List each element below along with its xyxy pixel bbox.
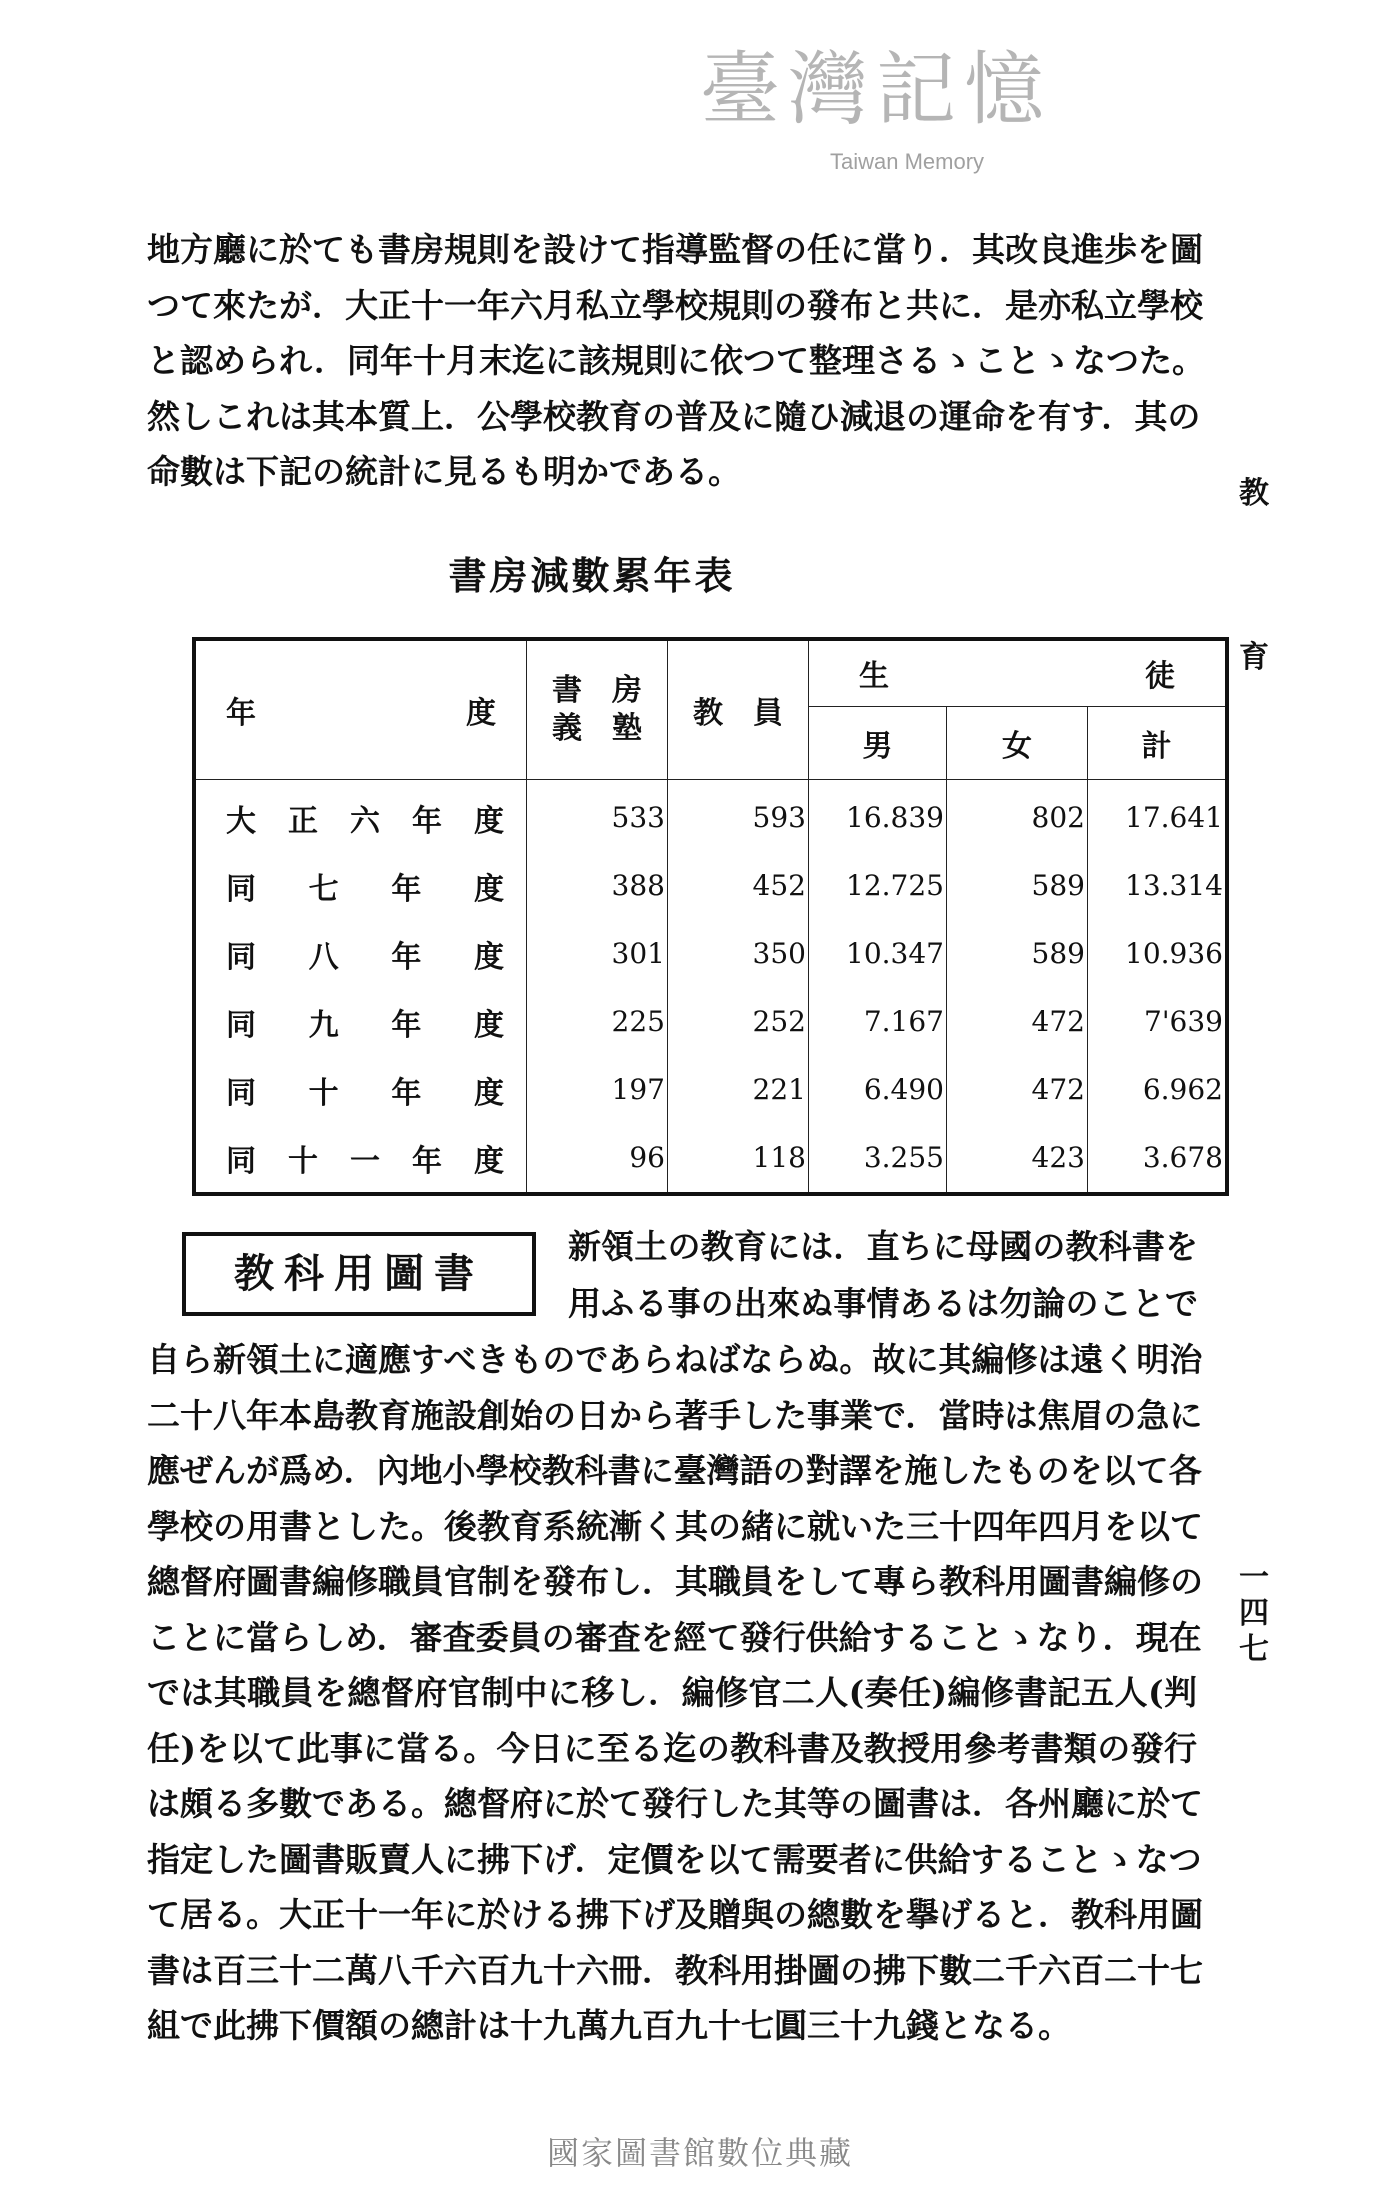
section-side-text: [568, 1218, 1198, 1332]
table-header-row: [194, 639, 1227, 706]
text-line: は頗る多數である。總督府に於て發行した其等の圖書は．各州廳に於て: [147, 1784, 1203, 1823]
cell-female: 589: [947, 920, 1088, 988]
cell-male: 3.255: [809, 1124, 947, 1194]
cell-male: 12.725: [809, 852, 947, 920]
cell-teachers: 350: [668, 920, 809, 988]
cell-total: 7'639: [1088, 988, 1228, 1056]
cell-female: 802: [947, 779, 1088, 852]
cell-teachers: 452: [668, 852, 809, 920]
table-row: [194, 779, 1227, 852]
cell-male: 16.839: [809, 779, 947, 852]
textbook-paragraph: [147, 1332, 1203, 2054]
cell-shobo: 533: [527, 779, 668, 852]
footer-credit: 國家圖書館數位典藏: [546, 2134, 853, 2172]
text-line: 任)を以て此事に當る。今日に至る迄の教科書及教授用參考書類の發行: [147, 1728, 1197, 1768]
cell-teachers: 593: [668, 779, 809, 852]
text-line: 總督府圖書編修職員官制を發布し．其職員をして專ら教科用圖書編修の: [147, 1562, 1203, 1601]
cell-total: 17.641: [1088, 779, 1228, 852]
text-line: 組で此拂下價額の總計は十九萬九百九十七圓三十九錢となる。: [147, 2006, 1071, 2045]
header-shobo-line: 義 塾: [552, 710, 642, 746]
cell-female: 423: [947, 1124, 1088, 1194]
margin-chapter-char: 育: [1239, 640, 1269, 675]
table-row: [194, 988, 1227, 1056]
watermark-subtitle: Taiwan Memory: [830, 149, 985, 174]
cell-female: 472: [947, 988, 1088, 1056]
text-line: 指定した圖書販賣人に拂下げ．定價を以て需要者に供給することゝなつ: [147, 1839, 1202, 1879]
margin-chapter-char: 教: [1239, 476, 1269, 511]
header-male: 男: [809, 706, 947, 779]
text-line: 自ら新領土に適應すべきものであらねばならぬ。故に其編修は遠く明治: [147, 1340, 1203, 1379]
page-number-char: 四: [1239, 1596, 1269, 1631]
header-female: 女: [947, 706, 1088, 779]
section-heading: 教科用圖書: [182, 1232, 536, 1316]
cell-female: 472: [947, 1056, 1088, 1124]
statistics-table: [192, 637, 1229, 1196]
text-line: 學校の用書とした。後教育系統漸く其の緒に就いた三十四年四月を以て: [147, 1506, 1203, 1546]
cell-year: 大正六年度: [194, 779, 527, 852]
table-row: [194, 1056, 1227, 1124]
header-teachers: 教 員: [668, 639, 809, 779]
text-line: ことに當らしめ．審査委員の審査を經て發行供給することゝなり．現在: [147, 1617, 1202, 1657]
cell-male: 10.347: [809, 920, 947, 988]
cell-year: 同七年度: [194, 852, 527, 920]
header-year: [194, 639, 527, 779]
header-shobo-line: 書 房: [552, 672, 642, 708]
cell-teachers: 252: [668, 988, 809, 1056]
text-line: 書は百三十二萬八千六百九十六冊．教科用掛圖の拂下數二千六百二十七: [147, 1950, 1203, 1990]
text-line: 地方廳に於ても書房規則を設けて指導監督の任に當り．其改良進歩を圖: [147, 230, 1203, 269]
header-year-char: 年: [226, 695, 466, 731]
table-row: [194, 920, 1227, 988]
cell-male: 6.490: [809, 1056, 947, 1124]
text-line: 用ふる事の出來ぬ事情あるは勿論のことで: [568, 1284, 1198, 1323]
text-line: つて來たが．大正十一年六月私立學校規則の發布と共に．是亦私立學校: [147, 285, 1203, 325]
cell-year: 同十一年度: [194, 1124, 527, 1194]
cell-year: 同十年度: [194, 1056, 527, 1124]
header-total: 計: [1088, 706, 1228, 779]
text-line: と認められ．同年十月末迄に該規則に依つて整理さるゝことゝなつた。: [147, 341, 1205, 380]
cell-total: 6.962: [1088, 1056, 1228, 1124]
cell-shobo: 388: [527, 852, 668, 920]
intro-paragraph: [147, 222, 1205, 500]
cell-year: 同九年度: [194, 988, 527, 1056]
header-year-char: 度: [466, 695, 496, 731]
text-line: では其職員を總督府官制中に移し．編修官二人(奏任)編修書記五人(判: [147, 1673, 1197, 1712]
table-title: 書房減數累年表: [448, 553, 736, 598]
text-line: 命數は下記の統計に見るも明かである。: [147, 452, 741, 491]
page-number-char: 一: [1239, 1560, 1269, 1595]
page-number-char: 七: [1239, 1632, 1269, 1667]
cell-shobo: 197: [527, 1056, 668, 1124]
cell-shobo: 301: [527, 920, 668, 988]
cell-female: 589: [947, 852, 1088, 920]
header-students: [809, 639, 1228, 706]
text-line: て居る。大正十一年に於ける拂下げ及贈與の總數を擧げると．教科用圖: [147, 1895, 1203, 1934]
text-line: 然しこれは其本質上．公學校教育の普及に隨ひ減退の運命を有す．其の: [147, 396, 1201, 436]
text-line: 二十八年本島教育施設創始の日から著手した事業で．當時は焦眉の急に: [147, 1395, 1203, 1435]
cell-teachers: 118: [668, 1124, 809, 1194]
cell-teachers: 221: [668, 1056, 809, 1124]
header-students-char: 徒: [1145, 659, 1175, 695]
cell-total: 3.678: [1088, 1124, 1228, 1194]
header-shobo: [527, 639, 668, 779]
table-row: [194, 852, 1227, 920]
cell-year: 同八年度: [194, 920, 527, 988]
watermark-logo: 臺灣記憶: [700, 43, 1052, 136]
text-line: 應ぜんが爲め．內地小學校教科書に臺灣語の對譯を施したものを以て各: [147, 1451, 1202, 1490]
cell-total: 13.314: [1088, 852, 1228, 920]
table-row: [194, 1124, 1227, 1194]
cell-male: 7.167: [809, 988, 947, 1056]
cell-total: 10.936: [1088, 920, 1228, 988]
cell-shobo: 225: [527, 988, 668, 1056]
text-line: 新領土の教育には．直ちに母國の教科書を: [568, 1227, 1198, 1266]
header-students-char: 生: [859, 659, 1145, 695]
cell-shobo: 96: [527, 1124, 668, 1194]
